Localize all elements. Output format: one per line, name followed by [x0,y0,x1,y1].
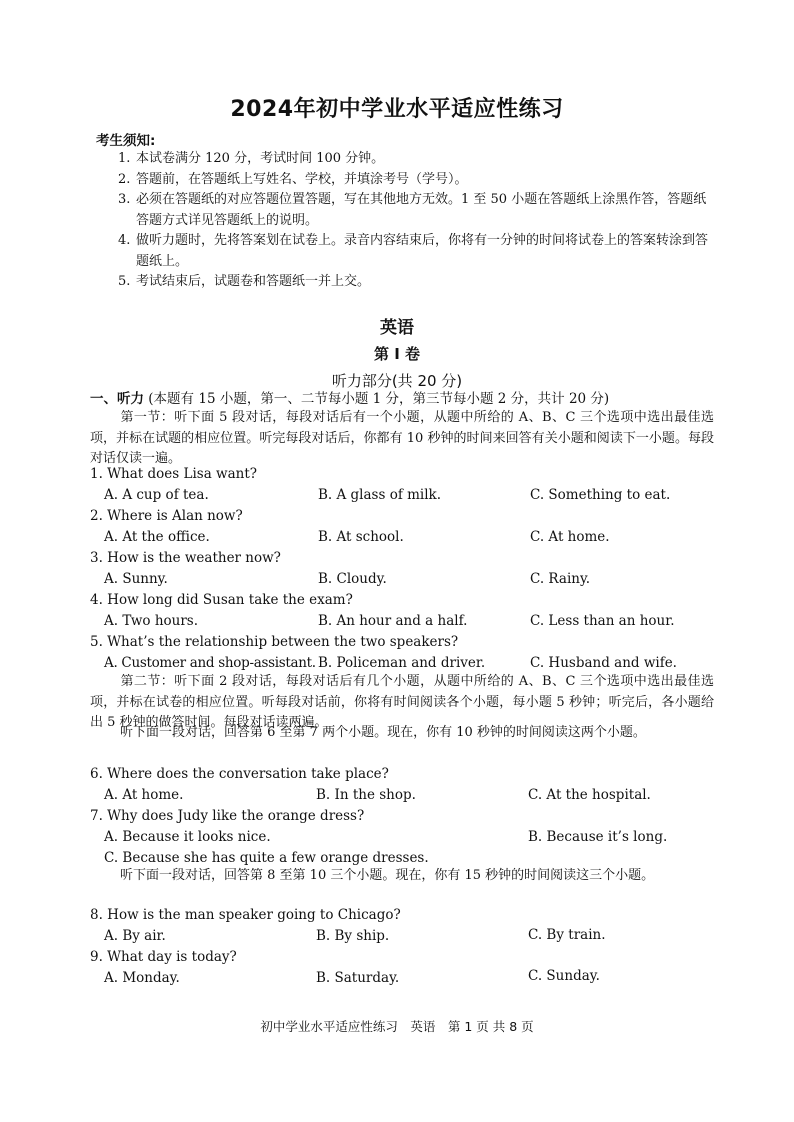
instruction-text: 听下面一段对话，回答第 6 至第 7 两个小题。现在，你有 10 秒钟的时间阅读这两个小题。 [120,725,646,740]
question-1-option-c: C. Something to eat. [530,487,671,503]
question-6: 6. Where does the conversation take place? [90,766,389,782]
question-3: 3. How is the weather now? [90,550,281,566]
notice-item-text: 必须在答题纸的对应答题位置答题，写在其他地方无效。1 至 50 小题在答题纸上涂黑作答，答题纸答题方式详见答题纸上的说明。 [136,192,707,228]
volume-title: 第 I 卷 [373,345,421,363]
part-description: (本题有 15 小题，第一、二节每小题 1 分，第三节每小题 2 分，共计 20 分) [144,391,610,407]
question-1-option-a: A. A cup of tea. [104,487,209,503]
question-7-option-b: B. Because it’s long. [528,829,668,845]
instruction-text: 第二节：听下面 2 段对话，每段对话后有几个小题，从题中所给的 A、B、C 三个选项中选出最佳选项，并标在试卷的相应位置。听每段对话前，你将有时间阅读各个小题，每小题 5 秒钟；听完后，各小题给出 5 秒钟的做答时间。每段对话读两遍。 [90,674,714,730]
question-8: 8. How is the man speaker going to Chicago? [90,907,401,923]
question-2: 2. Where is Alan now? [90,508,243,524]
notice-item [118,149,716,170]
question-6-option-c: C. At the hospital. [528,787,651,803]
question-8-option-c: C. By train. [528,927,606,943]
notice-item-text: 本试卷满分 120 分，考试时间 100 分钟。 [136,151,385,166]
part-label: 一、听力 [90,391,144,407]
notice-item-number: 4. [118,233,131,248]
notice-item-text: 做听力题时，先将答案划在试卷上。录音内容结束后，你将有一分钟的时间将试卷上的答案转涂到答题纸上。 [136,233,709,269]
question-2-option-a: A. At the office. [104,529,210,545]
question-8-option-a: A. By air. [104,928,166,944]
question-3-option-a: A. Sunny. [104,571,168,587]
question-4-option-a: A. Two hours. [104,613,199,629]
question-9: 9. What day is today? [90,949,237,965]
notice-item-number: 5. [118,274,131,289]
question-2-option-c: C. At home. [530,529,610,545]
question-1: 1. What does Lisa want? [90,466,257,482]
instruction-text: 听下面一段对话，回答第 8 至第 10 三个小题。现在，你有 15 秒钟的时间阅读这三个小题。 [120,868,655,883]
page-footer: 初中学业水平适应性练习 英语 第 1 页 共 8 页 [260,1019,534,1034]
question-8-option-b: B. By ship. [316,928,390,944]
question-4-option-c: C. Less than an hour. [530,613,675,629]
exam-notice [96,129,716,293]
notice-item-text: 考试结束后，试题卷和答题纸一并上交。 [136,274,371,289]
section-title: 听力部分(共 20 分) [331,372,463,390]
question-5-option-a: A. Customer and shop-assistant. [104,655,316,671]
notice-item-number: 1. [118,151,131,166]
notice-item-text: 答题前，在答题纸上写姓名、学校，并填涂考号（学号）。 [136,171,468,187]
question-6-option-a: A. At home. [104,787,184,803]
dialogue-1-instruction [90,723,714,744]
page-title: 2024年初中学业水平适应性练习 [230,97,564,122]
question-1-option-b: B. A glass of milk. [318,487,442,503]
question-4-option-b: B. An hour and a half. [318,613,468,629]
question-7-option-c: C. Because she has quite a few orange dresses. [104,850,429,866]
instruction-section-1 [90,408,714,470]
notice-item-number: 3. [118,192,131,207]
question-5: 5. What’s the relationship between the two speakers? [90,634,459,650]
question-9-option-b: B. Saturday. [316,970,400,986]
notice-item [118,272,716,293]
part-heading [90,389,720,409]
instruction-text: 第一节：听下面 5 段对话，每段对话后有一个小题，从题中所给的 A、B、C 三个选项中选出最佳选项，并标在试题的相应位置。听完每段对话后，你都有 10 秒钟的时间来回答有关小题和阅读下一小题。每段对话仅读一遍。 [90,410,714,466]
question-7-option-a: A. Because it looks nice. [104,829,271,845]
notice-heading: 考生须知: [96,133,156,149]
question-7: 7. Why does Judy like the orange dress? [90,808,365,824]
notice-item [118,190,716,231]
question-2-option-b: B. At school. [318,529,404,545]
question-9-option-c: C. Sunday. [528,968,600,984]
question-5-option-c: C. Husband and wife. [530,655,677,671]
question-4: 4. How long did Susan take the exam? [90,592,353,608]
notice-item-number: 2. [118,171,131,187]
question-3-option-b: B. Cloudy. [318,571,387,587]
notice-item [118,231,716,272]
question-5-option-b: B. Policeman and driver. [318,655,486,671]
notice-item [118,170,716,191]
question-9-option-a: A. Monday. [104,970,180,986]
dialogue-2-instruction [90,866,714,887]
question-3-option-c: C. Rainy. [530,571,591,587]
subject-title: 英语 [380,318,414,338]
question-6-option-b: B. In the shop. [316,787,416,803]
